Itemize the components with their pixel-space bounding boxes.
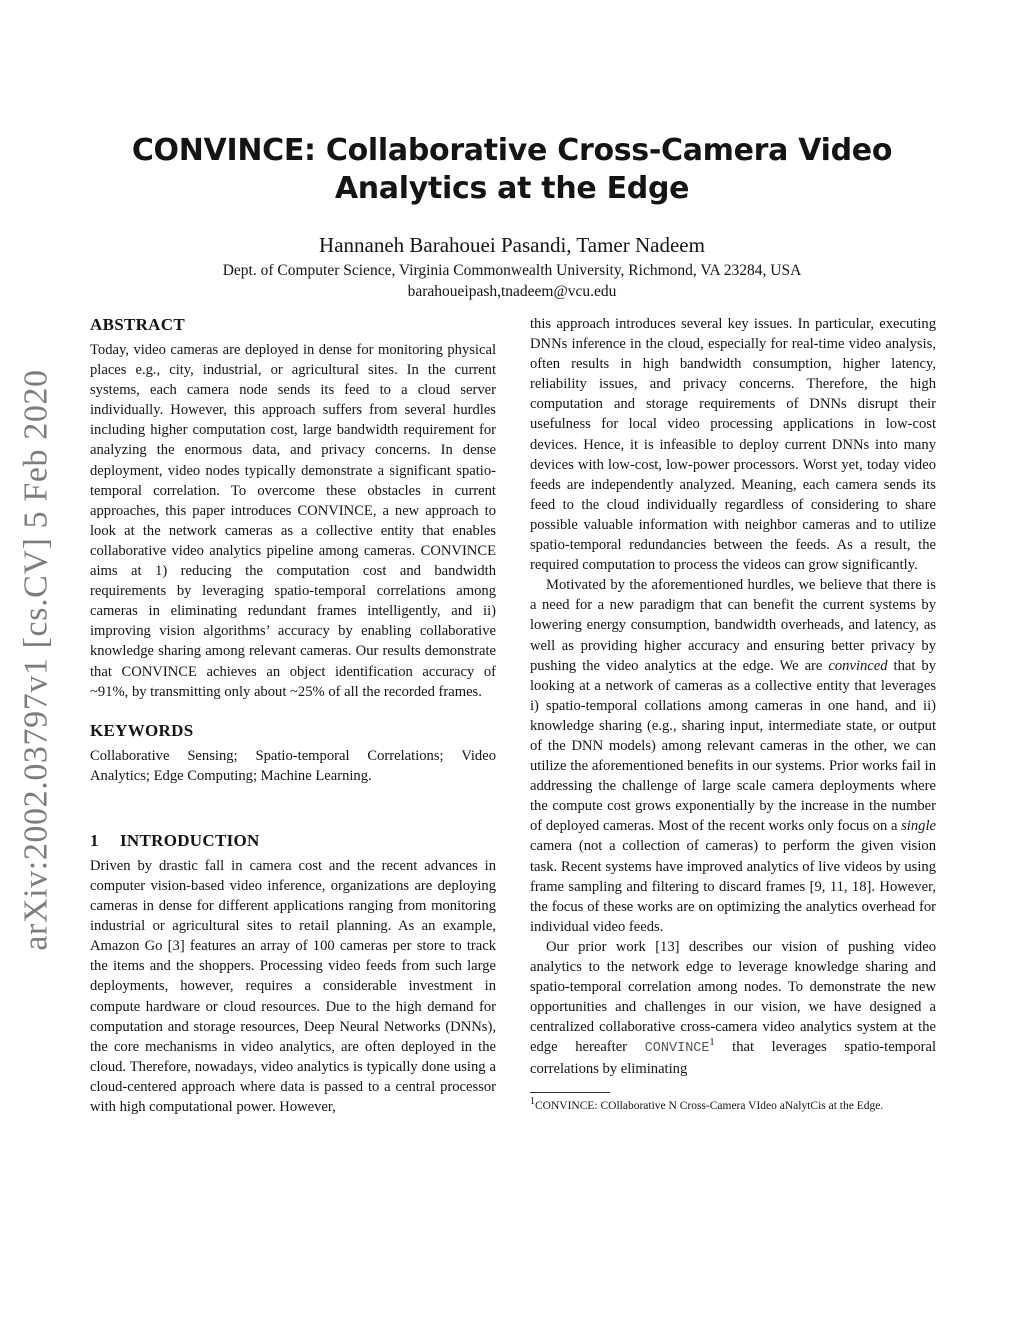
title-block [120,132,904,302]
keywords-heading: KEYWORDS [90,720,194,740]
author-affiliation: Dept. of Computer Science, Virginia Commonwealth University, Richmond, VA 23284, USA [222,262,802,279]
arxiv-identifier-stamp [12,365,62,955]
right-column [530,314,936,1114]
paper-authors: Hannaneh Barahouei Pasandi, Tamer Nadeem [319,233,705,257]
abstract-section [90,314,496,702]
abstract-heading: ABSTRACT [90,315,185,334]
paper-title: CONVINCE: Collaborative Cross-Camera Video Analytics at the Edge [131,133,893,206]
p2-text-b: that by looking at a network of cameras as a collective entity that leverages i) spatio-temporal collations among cameras in one hand, and ii) knowledge sharing (e.g., sharing input, intermediate state, or output of the DNN models) among relevant cameras in the other, we can utilize the aforementioned benefits in our systems. Prior works fail in addressing the challenge of large scale camera deployments where the compute cost grows exponentially by the increase in the number of deployed cameras. Most of the recent works only focus on a [530,657,936,835]
author-email: barahoueipash,tnadeem@vcu.edu [407,283,617,300]
p3-text-a: Our prior work [13] describes our vision of pushing video analytics to the network edge to leverage knowledge sharing and spatio-temporal correlation among nodes. To demonstrate the new opportunities and challenges in our vision, we have designed a centralized collaborative cross-camera video analytics system at the edge hereafter [530,938,936,1056]
footnote-mark: 1 [530,1095,535,1107]
footnote-reference: 1 [709,1037,715,1049]
section-title: INTRODUCTION [120,830,260,850]
introduction-section [90,830,496,1117]
section-number: 1 [90,830,99,850]
footnote [530,1095,936,1114]
left-column [90,314,496,1117]
keywords-section [90,720,496,786]
footnote-text: CONVINCE: COllaborative N Cross-Camera VIdeo aNalytCis at the Edge. [535,1099,884,1112]
p3-text-b: that leverages spatio-temporal correlations by eliminating [530,1039,937,1078]
intro-paragraph-3 [530,937,936,1080]
p2-emphasis-single: single [901,818,936,835]
arxiv-id-text: arXiv:2002.03797v1 [cs.CV] 5 Feb 2020 [18,369,56,951]
intro-paragraph-1-continued: this approach introduces several key issues. In particular, executing DNNs inference in the cloud, especially for real-time video analysis, often results in high bandwidth consumption, higher latency, reliability issues, and privacy concerns. Therefore, the high computation and storage requirements of DNNs disrupt their usefulness for local video processing applications in low-cost devices. Hence, it is infeasible to deploy current DNNs into many devices with low-cost, low-power processors. Worst yet, today video feeds are independently analyzed. Meaning, each camera sends its feed to the cloud individually regardless of considering to share possible valuable information with neighbor cameras and to utilize spatio-temporal redundancies between the feeds. As a result, the required computation to process the videos can grow significantly. [530,316,936,574]
p2-text-a: Motivated by the aforementioned hurdles, we believe that there is a need for a new paradigm that can benefit the current systems by lowering energy consumption, bandwidth overheads, and latency, as well as providing higher accuracy and ensuring better privacy by pushing the video analytics at the edge. We are [530,577,936,674]
p2-emphasis-convinced: convinced [828,657,888,674]
footnote-divider [530,1092,610,1093]
intro-paragraph-2 [530,575,936,937]
introduction-heading [90,830,496,852]
abstract-text: Today, video cameras are deployed in dense for monitoring physical places e.g., city, industrial, or agricultural sites. In the current systems, each camera node sends its feed to a cloud server individually. However, this approach suffers from several hurdles including higher computation cost, large bandwidth requirement for analyzing the enormous data, and privacy concerns. In dense deployment, video nodes typically demonstrate a significant spatio-temporal correlation. To overcome these obstacles in current approaches, this paper introduces CONVINCE, a new approach to look at the network cameras as a collective entity that enables collaborative video analytics pipeline among cameras. CONVINCE aims at 1) reducing the computation cost and bandwidth requirements by leveraging spatio-temporal correlations among cameras in eliminating redundant frames intelligently, and ii) improving vision algorithms’ accuracy by enabling collaborative knowledge sharing among relevant cameras. Our results demonstrate that CONVINCE achieves an object identification accuracy of ~91%, by transmitting only about ~25% of all the recorded frames. [90,342,496,700]
keywords-text: Collaborative Sensing; Spatio-temporal Correlations; Video Analytics; Edge Computing; Machine Learning. [90,747,496,784]
intro-paragraph-1: Driven by drastic fall in camera cost and the recent advances in computer vision-based video inference, organizations are deploying cameras in dense for different applications ranging from monitoring industrial or agricultural sites to retail planning. As an example, Amazon Go [3] features an array of 100 cameras per store to track the items and the shoppers. Processing video feeds from such large deployments, however, requires a considerable investment in compute hardware or cloud resources. Due to the high demand for computation and storage resources, Deep Neural Networks (DNNs), the core mechanisms in video analytics, are often deployed in the cloud. Therefore, nowadays, video analytics is typically done using a cloud-centered approach where data is passed to a central processor with high computational power. However, [90,857,496,1115]
p2-text-c: camera (not a collection of cameras) to perform the given vision task. Recent systems have improved analytics of live videos by using frame sampling and filtering to discard frames [9, 11, 18]. However, the focus of these works are on optimizing the analytics overhead for individual video feeds. [530,838,936,935]
convince-code-name: CONVINCE [644,1041,710,1057]
